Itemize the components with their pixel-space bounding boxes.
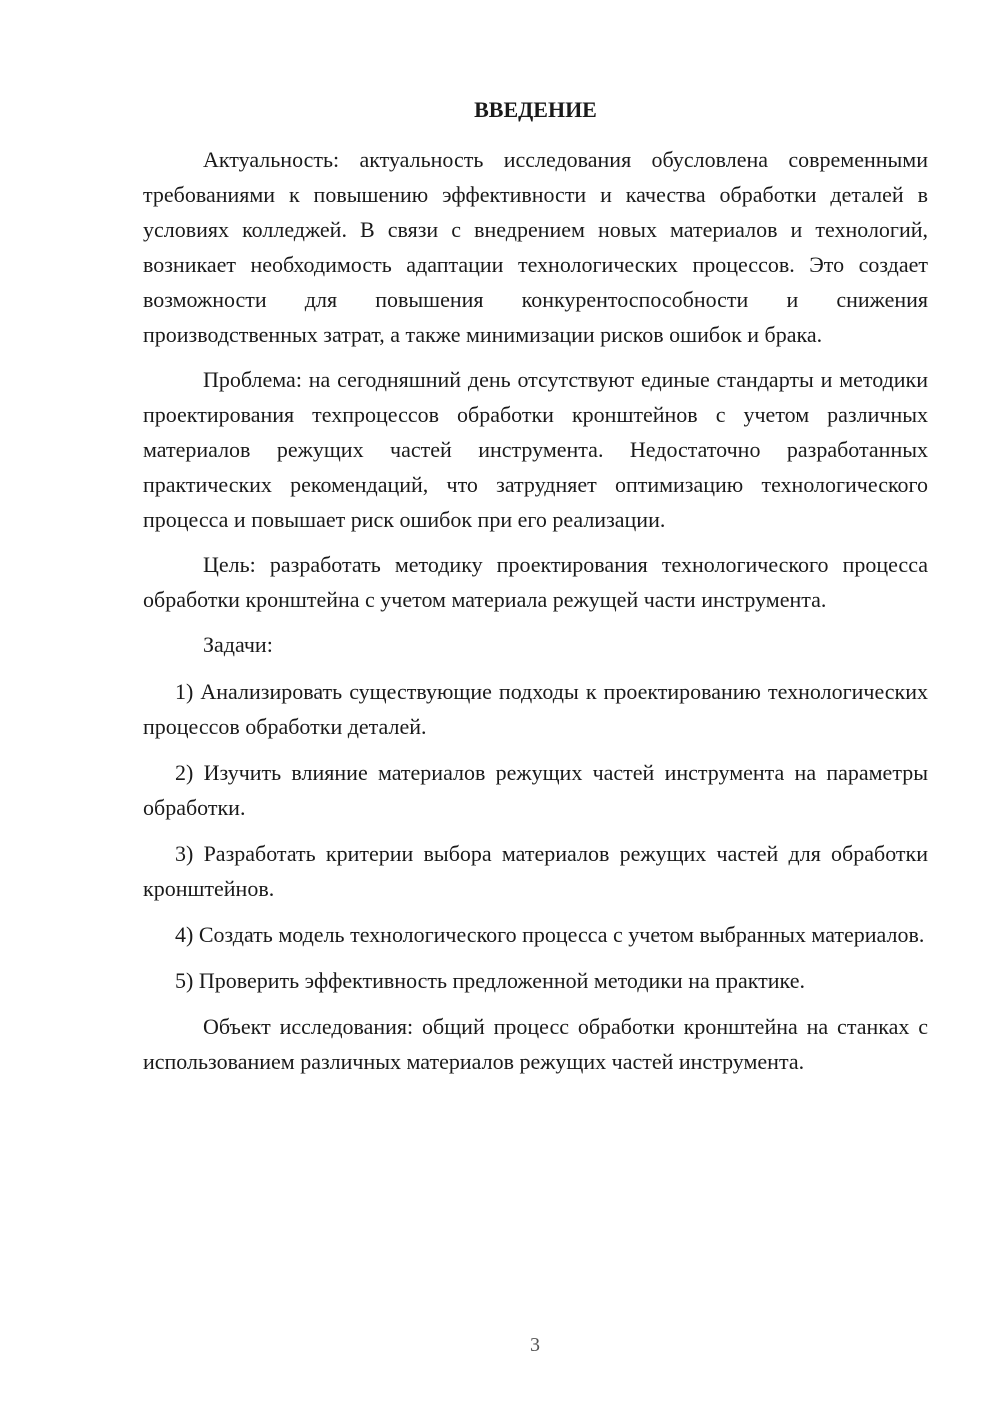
tasks-heading: Задачи:: [203, 632, 273, 657]
task-item-5: 5) Проверить эффективность предложенной методики на практике.: [175, 968, 805, 993]
page-number: 3: [530, 1334, 540, 1356]
task-item-2: 2) Изучить влияние материалов режущих частей инструмента на параметры обработки.: [143, 760, 928, 820]
paragraph-relevance: Актуальность: актуальность исследования обусловлена современными требованиями к повышению эффективности и качества обработки деталей в условиях колледжей. В связи с внедрением новых материалов и технологий, возникает необходимость адаптации технологических процессов. Это создает возможности для повышения конкурентоспособности и снижения производственных затрат, а также минимизации рисков ошибок и брака.: [143, 147, 928, 347]
task-item-1: 1) Анализировать существующие подходы к проектированию технологических процессов обработки деталей.: [143, 679, 928, 739]
task-item-4: 4) Создать модель технологического процесса с учетом выбранных материалов.: [175, 922, 925, 947]
paragraph-problem: Проблема: на сегодняшний день отсутствуют единые стандарты и методики проектирования техпроцессов обработки кронштейнов с учетом различных материалов режущих частей инструмента. Недостаточно разработанных практических рекомендаций, что затрудняет оптимизацию технологического процесса и повышает риск ошибок при его реализации.: [143, 367, 928, 532]
document-page: [143, 92, 928, 1089]
paragraph-goal: Цель: разработать методику проектирования технологического процесса обработки кронштейна с учетом материала режущей части инструмента.: [143, 552, 928, 612]
section-title: ВВЕДЕНИЕ: [474, 97, 597, 122]
task-item-3: 3) Разработать критерии выбора материалов режущих частей для обработки кронштейнов.: [143, 841, 928, 901]
paragraph-object: Объект исследования: общий процесс обработки кронштейна на станках с использованием различных материалов режущих частей инструмента.: [143, 1014, 928, 1074]
